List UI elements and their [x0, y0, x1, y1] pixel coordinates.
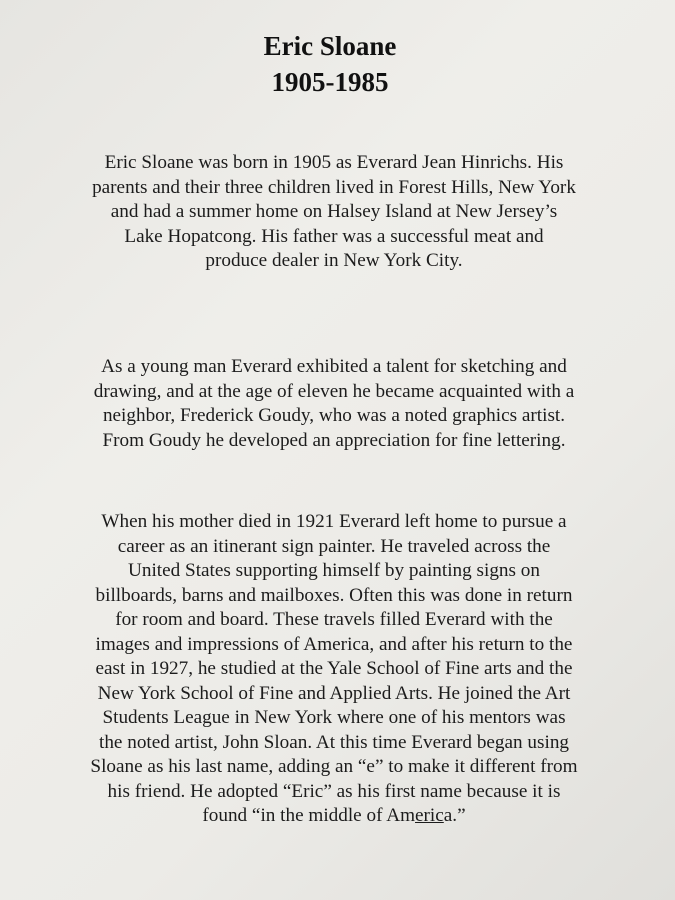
text-line-last — [34, 804, 634, 829]
text-line: career as an itinerant sign painter. He traveled across the — [117, 535, 551, 557]
text-line: Eric Sloane was born in 1905 as Everard Jean Hinrichs. His — [104, 152, 564, 173]
text-line: As a young man Everard exhibited a talent for sketching and — [101, 356, 567, 377]
paragraph-youth — [34, 355, 634, 453]
text-line: United States supporting himself by painting signs on — [128, 560, 540, 581]
underlined-word-part: eric — [415, 805, 444, 826]
text-line: and had a summer home on Halsey Island at New Jersey’s — [110, 201, 558, 222]
text-line: produce dealer in New York City. — [205, 250, 463, 271]
text-line: east in 1927, he studied at the Yale School of Fine arts and the — [95, 658, 573, 679]
text-line: When his mother died in 1921 Everard left home to pursue a — [101, 511, 567, 532]
text-line: Students League in New York where one of his mentors was — [102, 707, 566, 728]
paragraph-career — [34, 510, 634, 829]
text-line: From Goudy he developed an appreciation for fine lettering. — [102, 429, 566, 451]
last-line-after: a.” — [443, 805, 466, 826]
text-line: the noted artist, John Sloan. At this time Everard began using — [98, 731, 570, 753]
text-line: his friend. He adopted “Eric” as his first name because it is — [107, 780, 561, 802]
text-line: drawing, and at the age of eleven he became acquainted with a — [93, 380, 575, 402]
paragraph-birth — [34, 151, 634, 274]
text-line: parents and their three children lived in Forest Hills, New York — [92, 176, 576, 198]
text-line: Lake Hopatcong. His father was a successful meat and — [124, 225, 544, 247]
page-title: Eric Sloane — [263, 31, 397, 61]
text-line: for room and board. These travels filled Everard with the — [115, 609, 553, 630]
text-line: Sloane as his last name, adding an “e” to make it different from — [90, 756, 578, 777]
text-line: New York School of Fine and Applied Arts. He joined the Art — [97, 682, 571, 704]
text-line: images and impressions of America, and after his return to the — [95, 633, 573, 655]
last-line-before: found “in the middle of Am — [202, 805, 416, 826]
page-subtitle-years: 1905-1985 — [271, 67, 389, 97]
text-line: neighbor, Frederick Goudy, who was a noted graphics artist. — [102, 405, 566, 426]
text-line: billboards, barns and mailboxes. Often this was done in return — [95, 584, 573, 606]
